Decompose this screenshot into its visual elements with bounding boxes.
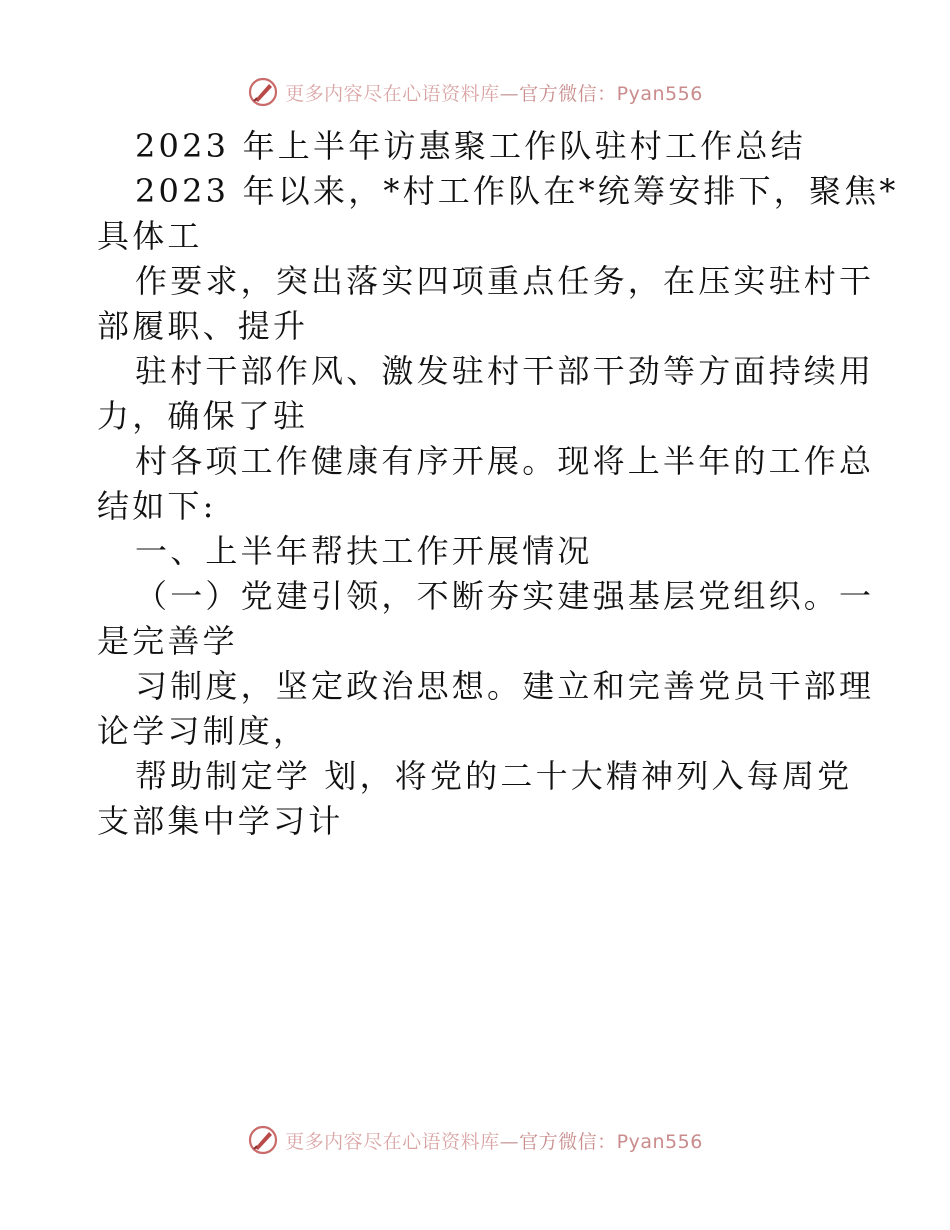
watermark-header (0, 72, 950, 112)
section-heading: 一、上半年帮扶工作开展情况 (135, 532, 593, 570)
paragraph-line: 结如下: (97, 487, 217, 525)
watermark-dash: — (499, 82, 520, 105)
document-title: 2023 年上半年访惠聚工作队驻村工作总结 (135, 127, 806, 165)
watermark-account: 官方微信：Pyan556 (519, 82, 703, 105)
paragraph-line: 论学习制度， (97, 712, 309, 750)
watermark-account: 官方微信：Pyan556 (519, 1130, 703, 1153)
watermark-text (285, 1127, 703, 1154)
paragraph-line: 帮助制定学 划，将党的二十大精神列入每周党 (135, 757, 853, 795)
subsection-heading: （一）党建引领，不断夯实建强基层党组织。一 (135, 577, 875, 615)
paragraph-line: 作要求，突出落实四项重点任务，在压实驻村干 (135, 262, 875, 300)
paragraph-line: 部履职、提升 (97, 307, 309, 345)
paragraph-line: 2023 年以来，*村工作队在*统筹安排下，聚焦* (135, 172, 899, 210)
watermark-dash: — (499, 1130, 520, 1153)
watermark-main-text: 更多内容尽在心语资料库 (285, 1130, 500, 1153)
paragraph-line: 具体工 (97, 217, 203, 255)
paragraph-line: 习制度，坚定政治思想。建立和完善党员干部理 (135, 667, 875, 705)
document-body (97, 124, 899, 844)
paragraph-line: 是完善学 (97, 622, 238, 660)
watermark-footer (0, 1120, 950, 1160)
paragraph-line: 支部集中学习计 (97, 802, 344, 840)
feather-pen-logo-icon (247, 1124, 279, 1156)
paragraph-line: 村各项工作健康有序开展。现将上半年的工作总 (135, 442, 875, 480)
paragraph-line: 力，确保了驻 (97, 397, 309, 435)
watermark-main-text: 更多内容尽在心语资料库 (285, 82, 500, 105)
watermark-text (285, 79, 703, 106)
paragraph-line: 驻村干部作风、激发驻村干部干劲等方面持续用 (135, 352, 875, 390)
feather-pen-logo-icon (247, 76, 279, 108)
